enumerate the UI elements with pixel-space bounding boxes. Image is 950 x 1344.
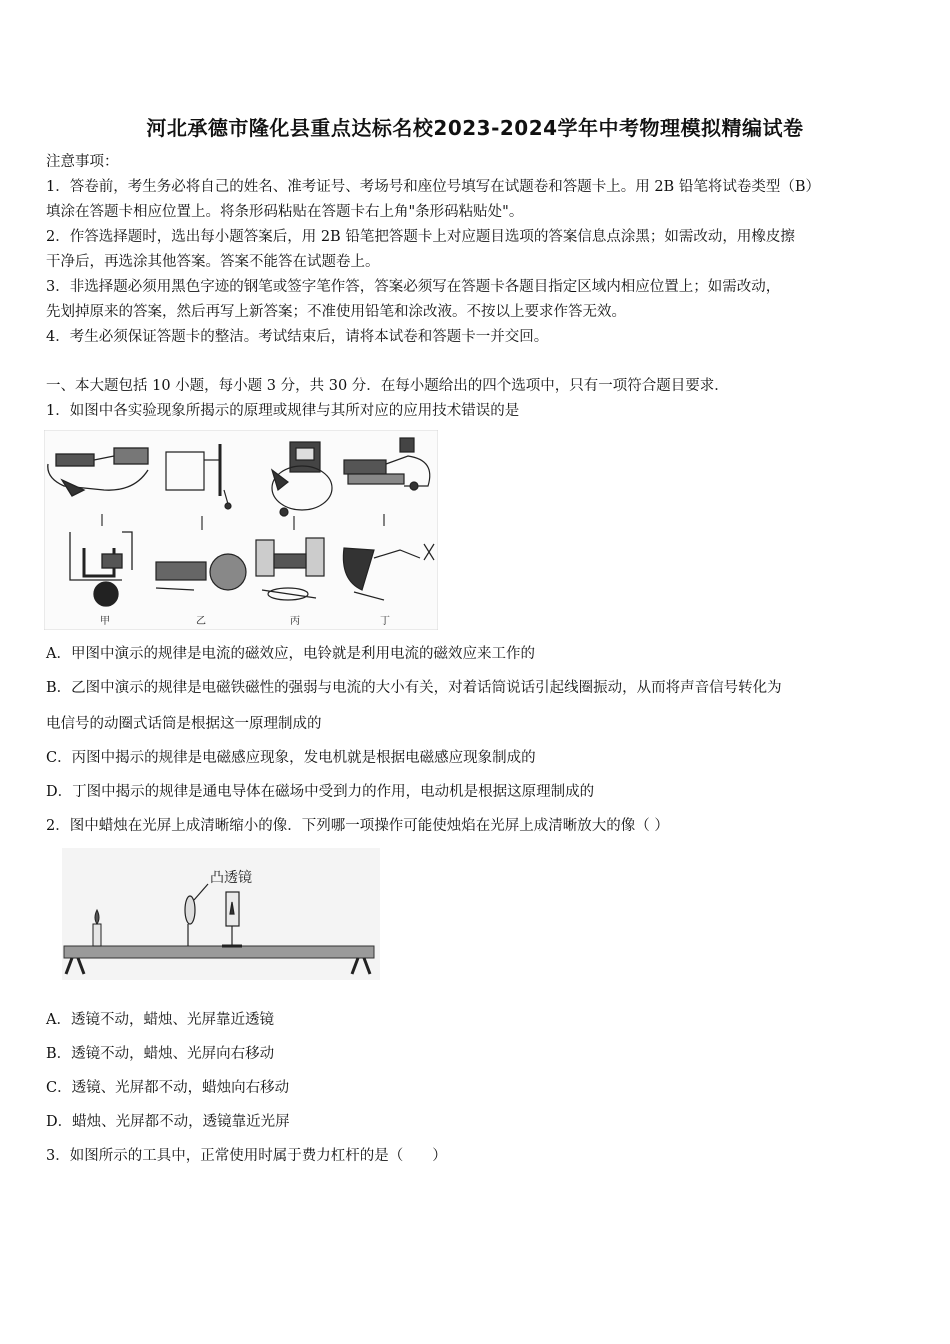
question-2-stem: 2．图中蜡烛在光屏上成清晰缩小的像．下列哪一项操作可能使烛焰在光屏上成清晰放大的像（ ） <box>46 818 669 834</box>
question-1-option-b: B．乙图中演示的规律是电磁铁磁性的强弱与电流的大小有关，对着话筒说话引起线圈振动，从而将声音信号转化为 <box>46 680 782 696</box>
figure-label-jia: 甲 <box>100 616 110 627</box>
notice-line: 3．非选择题必须用黑色字迹的钢笔或签字笔作答，答案必须写在答题卡各题目指定区域内相应位置上；如需改动， <box>46 279 781 295</box>
notice-line: 先划掉原来的答案，然后再写上新答案；不准使用铅笔和涂改液。不按以上要求作答无效。 <box>46 304 626 320</box>
question-1-option-c: C．丙图中揭示的规律是电磁感应现象，发电机就是根据电磁感应现象制成的 <box>46 750 536 766</box>
question-1-option-b-cont: 电信号的动圈式话筒是根据这一原理制成的 <box>46 716 322 732</box>
notice-line: 2．作答选择题时，选出每小题答案后，用 2B 铅笔把答题卡上对应题目选项的答案信息点涂黑；如需改动，用橡皮擦 <box>46 229 795 245</box>
figure-label-ding: 丁 <box>380 616 390 627</box>
figure-label-yi: 乙 <box>196 616 206 627</box>
question-2-option-c: C．透镜、光屏都不动，蜡烛向右移动 <box>46 1080 290 1096</box>
question-2-option-d: D．蜡烛、光屏都不动，透镜靠近光屏 <box>46 1114 290 1130</box>
question-2-option-a: A．透镜不动，蜡烛、光屏靠近透镜 <box>46 1012 274 1028</box>
notice-line: 4．考生必须保证答题卡的整洁。考试结束后，请将本试卷和答题卡一并交回。 <box>46 329 549 345</box>
notice-line: 填涂在答题卡相应位置上。将条形码粘贴在答题卡右上角"条形码粘贴处"。 <box>46 204 524 220</box>
page-title: 河北承德市隆化县重点达标名校2023-2024学年中考物理模拟精编试卷 <box>146 116 804 140</box>
question-1-stem: 1．如图中各实验现象所揭示的原理或规律与其所对应的应用技术错误的是 <box>46 403 520 419</box>
notice-line: 1．答卷前，考生务必将自己的姓名、准考证号、考场号和座位号填写在试题卷和答题卡上。用 2B 铅笔将试卷类型（B） <box>46 179 820 195</box>
question-2-figure <box>62 848 380 980</box>
notice-line: 干净后，再选涂其他答案。答案不能答在试题卷上。 <box>46 254 380 270</box>
question-1-option-a: A．甲图中演示的规律是电流的磁效应，电铃就是利用电流的磁效应来工作的 <box>46 646 535 662</box>
question-1-option-d: D．丁图中揭示的规律是通电导体在磁场中受到力的作用，电动机是根据这原理制成的 <box>46 784 595 800</box>
section-heading: 一、本大题包括 10 小题，每小题 3 分，共 30 分．在每小题给出的四个选项中，只有一项符合题目要求． <box>46 378 729 394</box>
figure-label-bing: 丙 <box>290 616 300 627</box>
question-1-figure <box>44 430 438 630</box>
question-2-option-b: B．透镜不动，蜡烛、光屏向右移动 <box>46 1046 275 1062</box>
question-3-stem: 3．如图所示的工具中，正常使用时属于费力杠杆的是（ ） <box>46 1148 447 1164</box>
convex-lens-label: 凸透镜 <box>210 870 252 886</box>
notice-heading: 注意事项： <box>46 154 119 170</box>
